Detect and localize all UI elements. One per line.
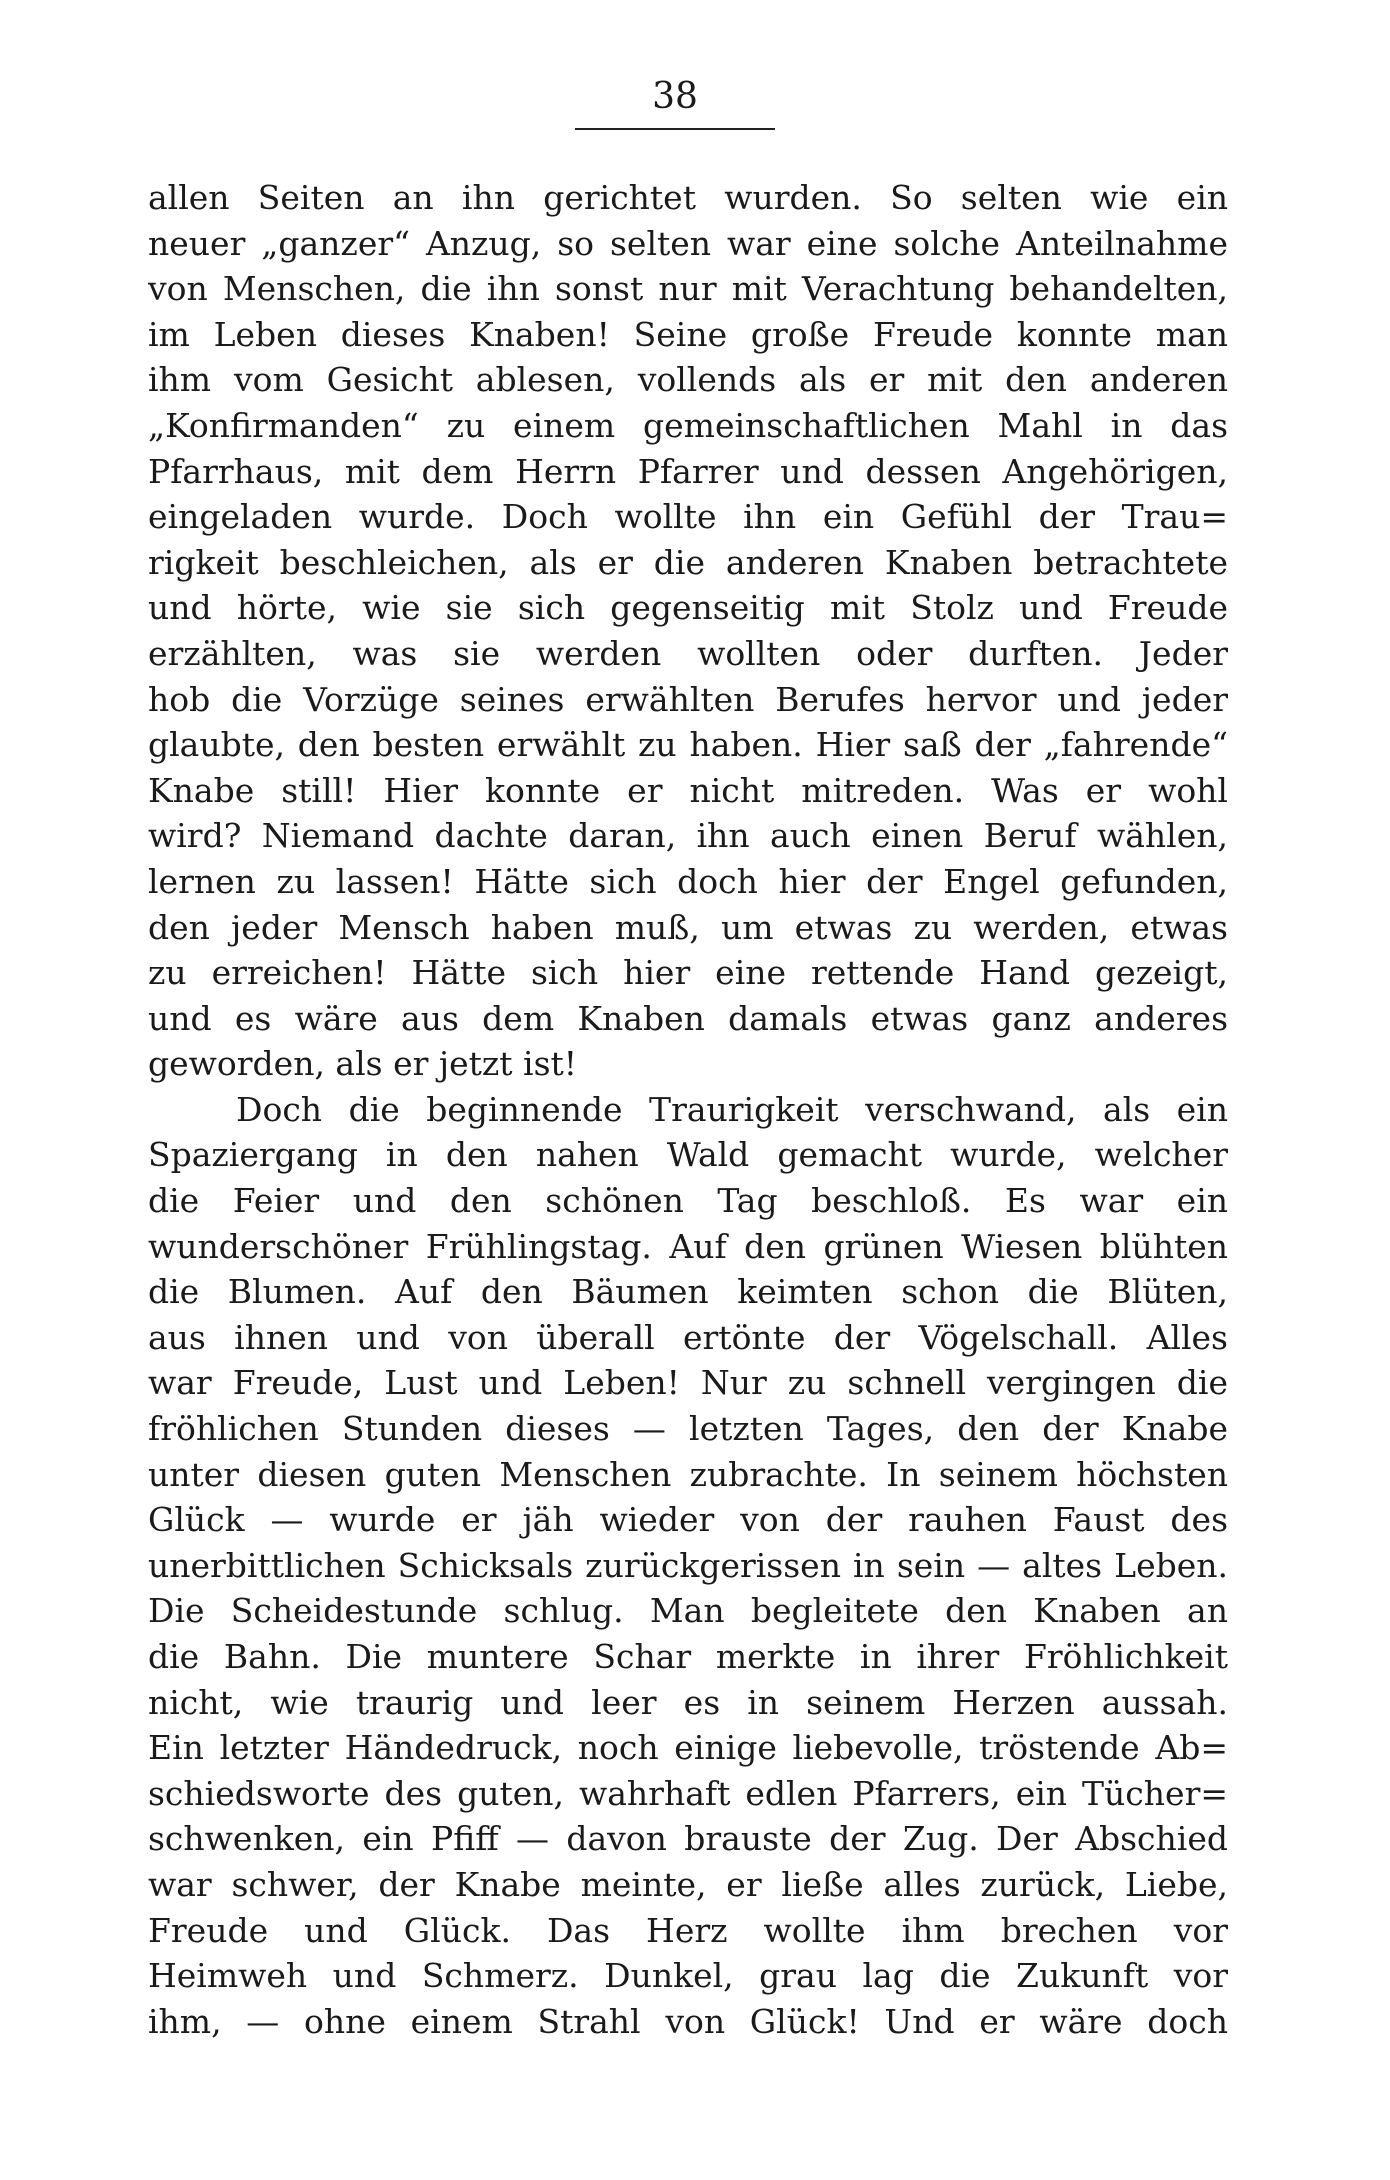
paragraph bbox=[148, 1087, 1228, 2044]
text-line: Doch die beginnende Traurigkeit verschwand, als ein bbox=[236, 1089, 1228, 1129]
text-line: ihm vom Gesicht ablesen, vollends als er mit den anderen bbox=[148, 360, 1228, 400]
page-number-rule bbox=[575, 128, 775, 130]
text-line: fröhlichen Stunden dieses — letzten Tages, den der Knabe bbox=[148, 1409, 1228, 1449]
text-line: war Freude, Lust und Leben! Nur zu schnell vergingen die bbox=[148, 1363, 1228, 1403]
text-line: hob die Vorzüge seines erwählten Berufes hervor und jeder bbox=[148, 679, 1228, 719]
text-line: die Blumen. Auf den Bäumen keimten schon die Blüten, bbox=[148, 1272, 1228, 1312]
paragraph bbox=[148, 175, 1228, 1087]
text-line: Knabe still! Hier konnte er nicht mitreden. Was er wohl bbox=[148, 770, 1228, 810]
text-line: Heimweh und Schmerz. Dunkel, grau lag die Zukunft vor bbox=[148, 1956, 1228, 1996]
text-line: wird? Niemand dachte daran, ihn auch einen Beruf wählen, bbox=[148, 816, 1228, 856]
text-line: Spaziergang in den nahen Wald gemacht wurde, welcher bbox=[148, 1135, 1228, 1175]
text-line: zu erreichen! Hätte sich hier eine rettende Hand gezeigt, bbox=[148, 953, 1228, 993]
text-line: schiedsworte des guten, wahrhaft edlen Pfarrers, ein Tücher= bbox=[148, 1773, 1228, 1813]
text-line: und es wäre aus dem Knaben damals etwas ganz anderes bbox=[148, 998, 1228, 1038]
text-line: wunderschöner Frühlingstag. Auf den grünen Wiesen blühten bbox=[148, 1226, 1228, 1266]
body-text bbox=[148, 175, 1228, 2044]
text-line: Ein letzter Händedruck, noch einige liebevolle, tröstende Ab= bbox=[148, 1728, 1228, 1768]
text-line: unerbittlichen Schicksals zurückgerissen in sein — altes Leben. bbox=[148, 1545, 1228, 1585]
text-line: und hörte, wie sie sich gegenseitig mit Stolz und Freude bbox=[148, 588, 1228, 628]
text-line: ihm, — ohne einem Strahl von Glück! Und er wäre doch bbox=[148, 2001, 1228, 2041]
text-line: Freude und Glück. Das Herz wollte ihm brechen vor bbox=[148, 1910, 1228, 1950]
text-line: im Leben dieses Knaben! Seine große Freude konnte man bbox=[148, 314, 1228, 354]
text-line: geworden, als er jetzt ist! bbox=[148, 1044, 578, 1084]
text-line: die Feier und den schönen Tag beschloß. Es war ein bbox=[148, 1181, 1228, 1221]
text-line: neuer „ganzer“ Anzug, so selten war eine solche Anteilnahme bbox=[148, 223, 1228, 263]
text-line: allen Seiten an ihn gerichtet wurden. So selten wie ein bbox=[148, 178, 1228, 217]
text-line: aus ihnen und von überall ertönte der Vögelschall. Alles bbox=[148, 1317, 1228, 1357]
text-line: nicht, wie traurig und leer es in seinem Herzen aussah. bbox=[148, 1682, 1228, 1722]
text-line: rigkeit beschleichen, als er die anderen Knaben betrachtete bbox=[148, 542, 1228, 582]
text-line: erzählten, was sie werden wollten oder durften. Jeder bbox=[148, 633, 1228, 673]
text-line: Pfarrhaus, mit dem Herrn Pfarrer und dessen Angehörigen, bbox=[148, 451, 1228, 491]
text-line: eingeladen wurde. Doch wollte ihn ein Gefühl der Trau= bbox=[148, 497, 1228, 537]
text-line: „Konfirmanden“ zu einem gemeinschaftlichen Mahl in das bbox=[148, 405, 1228, 445]
text-line: von Menschen, die ihn sonst nur mit Verachtung behandelten, bbox=[148, 269, 1228, 309]
text-line: lernen zu lassen! Hätte sich doch hier der Engel gefunden, bbox=[148, 861, 1228, 901]
text-line: Glück — wurde er jäh wieder von der rauhen Faust des bbox=[148, 1500, 1228, 1540]
text-line: glaubte, den besten erwählt zu haben. Hier saß der „fahrende“ bbox=[148, 725, 1228, 765]
text-line: schwenken, ein Pfiff — davon brauste der Zug. Der Abschied bbox=[148, 1819, 1228, 1859]
text-line: die Bahn. Die muntere Schar merkte in ihrer Fröhlichkeit bbox=[148, 1637, 1228, 1676]
text-line: war schwer, der Knabe meinte, er ließe alles zurück, Liebe, bbox=[148, 1864, 1228, 1904]
text-line: Die Scheidestunde schlug. Man begleitete den Knaben an bbox=[148, 1591, 1228, 1631]
page-number: 38 bbox=[652, 76, 698, 117]
text-line: den jeder Mensch haben muß, um etwas zu werden, etwas bbox=[148, 907, 1228, 947]
text-line: unter diesen guten Menschen zubrachte. In seinem höchsten bbox=[148, 1454, 1228, 1494]
